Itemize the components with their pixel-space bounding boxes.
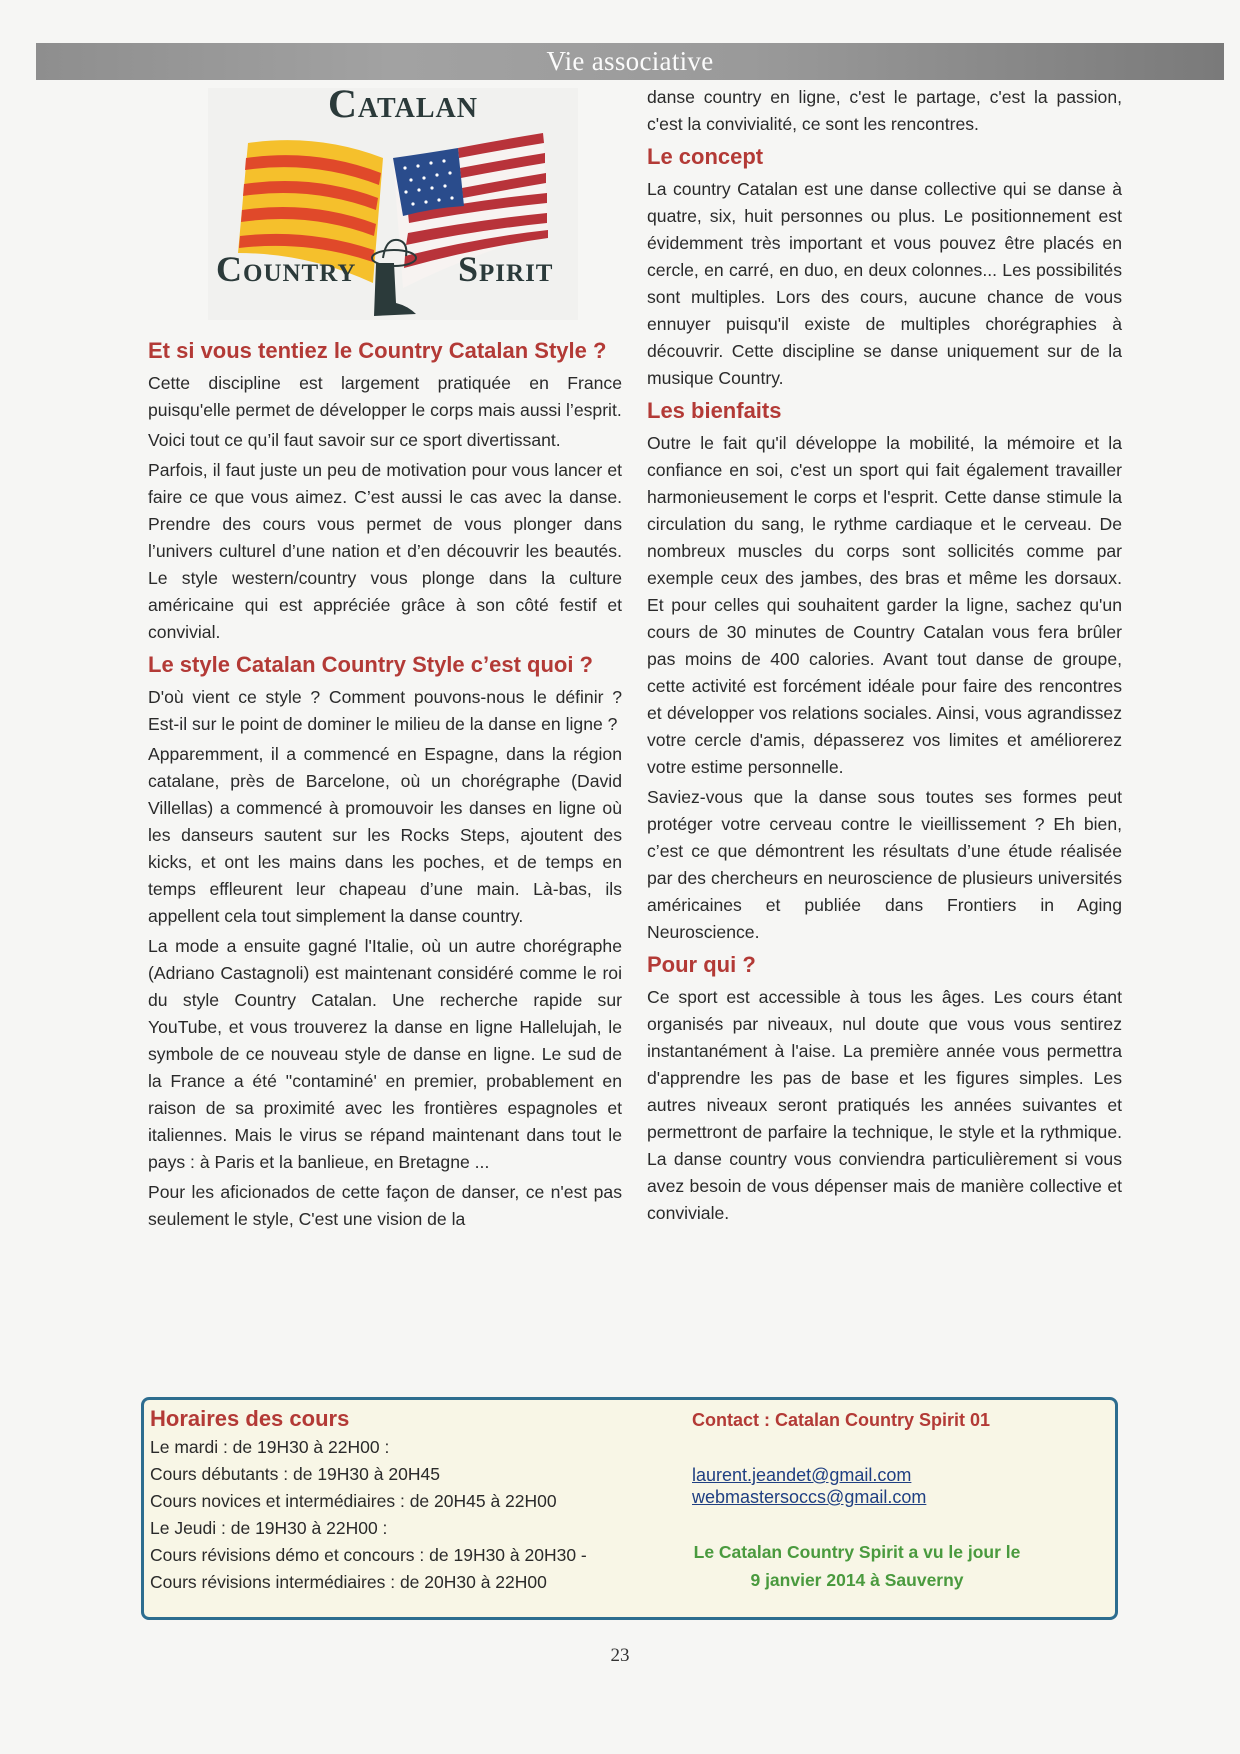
logo-word-spirit: Spirit [458,249,554,289]
paragraph: Ce sport est accessible à tous les âges. Les cours étant organisés par niveaux, nul doute que vous vous sentirez instantanément à l'aise. La première année vous permettra d'apprendre les pas de base et les figures simples. Les autres niveaux seront pratiqués les années suivantes et permettront de parfaire la technique, le style et la rythmique. La danse country vous conviendra particulièrement si vous avez besoin de vous dépenser mais de manière collective et conviviale. [647,987,1122,1223]
paragraph-continuation: danse country en ligne, c'est le partage, c'est la passion, c'est la convivialité, ce sont les rencontres. [647,87,1122,134]
paragraph: Outre le fait qu'il développe la mobilité, la mémoire et la confiance en soi, c'est un sport qui fait également travailler harmonieusement le corps et l'esprit. Cette danse stimule la circulation du sang, le rythme cardiaque et le cerveau. De nombreux muscles du corps sont sollicités comme par exemple ceux des jambes, des bras et même les dorsaux. Et pour celles qui souhaitent garder la ligne, sachez qu'un cours de 30 minutes de Country Catalan vous fera brûler pas moins de 400 calories. Avant tout danse de groupe, cette activité est forcément idéale pour faire des rencontres et développer vos relations sociales. Ainsi, vous agrandissez votre cercle d'amis, dépasserez vos limites et améliorerez votre estime personnelle. [647,433,1122,777]
page-number: 23 [610,1645,630,1666]
paragraph: Parfois, il faut juste un peu de motivation pour vous lancer et faire ce que vous aimez. C’est aussi le cas avec la danse. Prendre des cours vous permet de vous plonger dans l’univers culturel d’une nation et d’en découvrir les beautés. Le style western/country vous plonge dans la culture américaine qui est appréciée grâce à son côté festif et convivial. [148,460,622,642]
schedule-line: Le Jeudi : de 19H30 à 22H00 : [150,1518,388,1538]
schedule-line: Cours révisions démo et concours : de 19H30 à 20H30 - [150,1545,587,1565]
heading-les-bienfaits: Les bienfaits [647,398,782,423]
schedule-line: Cours novices et intermédiaires : de 20H45 à 22H00 [150,1491,557,1511]
paragraph: D'où vient ce style ? Comment pouvons-nous le définir ? Est-il sur le point de dominer le milieu de la danse en ligne ? [148,687,622,734]
left-column [148,81,622,1236]
email-link-laurent[interactable]: laurent.jeandet@gmail.com [692,1465,912,1485]
founded-line: Le Catalan Country Spirit a vu le jour le [693,1542,1021,1562]
heading-le-concept: Le concept [647,144,764,169]
logo-word-country: Country [216,249,357,289]
logo-word-catalan: Catalan [328,81,478,126]
schedule-line: Le mardi : de 19H30 à 22H00 : [150,1437,390,1457]
schedule-heading: Horaires des cours [150,1406,350,1431]
info-box [141,1397,1118,1620]
heading-pour-qui: Pour qui ? [647,952,756,977]
paragraph: Saviez-vous que la danse sous toutes ses formes peut protéger votre cerveau contre le vieillissement ? Eh bien, c’est ce que démontrent les résultats d’une étude réalisée par des chercheurs en neuroscience de plusieurs universités américaines et publiée dans Frontiers in Aging Neuroscience. [647,787,1122,942]
section-title: Vie associative [546,46,714,76]
heading-country-catalan-style: Et si vous tentiez le Country Catalan Style ? [148,338,607,363]
contact-section [692,1406,1102,1594]
paragraph: Apparemment, il a commencé en Espagne, dans la région catalane, près de Barcelone, où un chorégraphe (David Villellas) a commencé à promouvoir les danses en ligne où les danseurs sautent sur les Rocks Steps, ajoutent des kicks, et ont les mains dans les poches, et de temps en temps effleurent leur chapeau d’une main. Là-bas, ils appellent cela tout simplement la danse country. [148,744,622,926]
catalan-country-spirit-logo [208,81,578,320]
schedule-line: Cours débutants : de 19H30 à 20H45 [150,1464,440,1484]
section-header-bar [36,43,1224,80]
paragraph: Voici tout ce qu’il faut savoir sur ce sport divertissant. [148,430,561,450]
paragraph: Cette discipline est largement pratiquée en France puisqu'elle permet de développer le corps mais aussi l’esprit. [148,373,622,420]
paragraph: Pour les aficionados de cette façon de danser, ce n'est pas seulement le style, C'est une vision de la [148,1182,622,1229]
contact-title: Contact : Catalan Country Spirit 01 [692,1410,991,1430]
schedule-section [150,1404,670,1596]
email-link-webmaster[interactable]: webmastersoccs@gmail.com [692,1487,927,1507]
paragraph: La country Catalan est une danse collective qui se danse à quatre, six, huit personnes ou plus. Le positionnement est évidemment très important et vous pouvez être placés en cercle, en carré, en duo, en deux colonnes... Les possibilités sont multiples. Lors des cours, aucune chance de vous ennuyer puisqu'il existe de multiples chorégraphies à découvrir. Cette discipline se danse uniquement sur de la musique Country. [647,179,1122,388]
heading-style-cest-quoi: Le style Catalan Country Style c’est quoi ? [148,652,593,677]
paragraph: La mode a ensuite gagné l'Italie, où un autre chorégraphe (Adriano Castagnoli) est maintenant considéré comme le roi du style Country Catalan. Une recherche rapide sur YouTube, et vous trouverez la danse en ligne Hallelujah, le symbole de ce nouveau style de danse en ligne. Le sud de la France a été ''contaminé' en premier, probablement en raison de sa proximité avec les frontières espagnoles et italiennes. Mais le virus se répand maintenant dans tout le pays : à Paris et la banlieue, en Bretagne ... [148,936,622,1172]
right-column [647,84,1122,1230]
schedule-line: Cours révisions intermédiaires : de 20H30 à 22H00 [150,1572,547,1592]
founded-date: 9 janvier 2014 à Sauverny [750,1570,964,1590]
